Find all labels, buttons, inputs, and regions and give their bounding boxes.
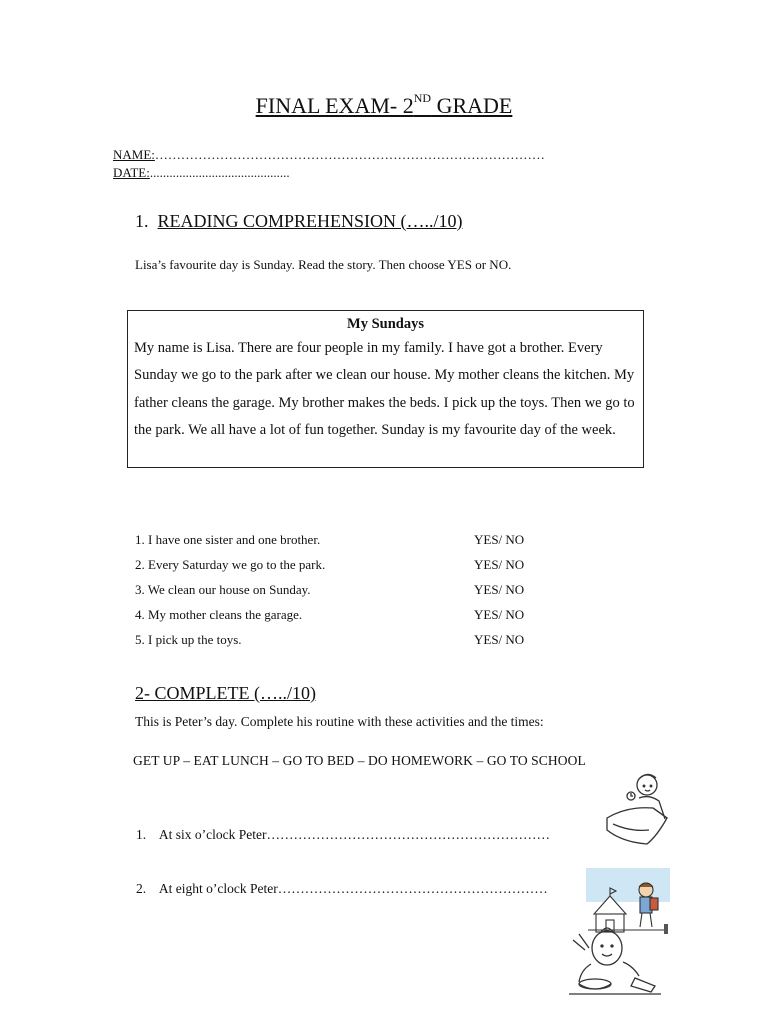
section1-number: 1.	[135, 211, 149, 231]
question-text: 2. Every Saturday we go to the park.	[135, 557, 326, 572]
complete-item-1[interactable]	[136, 827, 550, 843]
name-line[interactable]	[113, 147, 545, 163]
title-superscript: ND	[413, 91, 432, 105]
title-text: FINAL EXAM- 2	[255, 93, 414, 118]
story-title: My Sundays	[347, 316, 424, 332]
item-text[interactable]: At eight o’clock Peter……………………………………………………	[158, 881, 548, 896]
question-text: 5. I pick up the toys.	[135, 632, 242, 647]
section1-title: READING COMPREHENSION (…../10)	[157, 211, 463, 231]
item-number: 2.	[136, 881, 147, 896]
title-grade: GRADE	[431, 93, 513, 118]
yes-no-choice[interactable]: YES/ NO	[474, 557, 525, 572]
story-box	[127, 310, 644, 468]
date-blank[interactable]: ...........................................	[149, 165, 290, 180]
item-number: 1.	[136, 827, 147, 842]
yes-no-choice[interactable]: YES/ NO	[474, 532, 525, 547]
boy-waking-up-illustration	[603, 768, 677, 848]
question-text: 3. We clean our house on Sunday.	[135, 582, 311, 597]
name-blank[interactable]: ………………………………………………………………………………	[154, 147, 545, 162]
section2-heading: 2- COMPLETE (…../10)	[135, 683, 316, 703]
section1-heading	[135, 211, 463, 232]
yes-no-choice[interactable]: YES/ NO	[474, 607, 525, 622]
question-text: 1. I have one sister and one brother.	[135, 532, 321, 547]
name-label: NAME:	[113, 147, 155, 162]
story-text: My name is Lisa. There are four people in my family. I have got a brother. Every Sunday we go to the park after we clean our house. My mother cleans the kitchen. My father cleans the garage. My brother makes the beds. I pick up the toys. Then we go to the park. We all have a lot of fun together. Sunday is my favourite day of the week.	[134, 340, 635, 438]
child-eating-lunch-illustration	[565, 922, 665, 998]
section1-instruction: Lisa’s favourite day is Sunday. Read the story. Then choose YES or NO.	[135, 257, 512, 272]
yes-no-choice[interactable]: YES/ NO	[474, 582, 525, 597]
exam-title	[0, 93, 768, 119]
date-line[interactable]	[113, 165, 290, 181]
section2-instruction: This is Peter’s day. Complete his routine with these activities and the times:	[135, 714, 544, 729]
activities-list: GET UP – EAT LUNCH – GO TO BED – DO HOMEWORK – GO TO SCHOOL	[133, 753, 586, 768]
yes-no-choice[interactable]: YES/ NO	[474, 632, 525, 647]
question-text: 4. My mother cleans the garage.	[135, 607, 303, 622]
date-label: DATE:	[113, 165, 150, 180]
complete-item-2[interactable]	[136, 881, 548, 897]
item-text[interactable]: At six o’clock Peter………………………………………………………	[158, 827, 550, 842]
